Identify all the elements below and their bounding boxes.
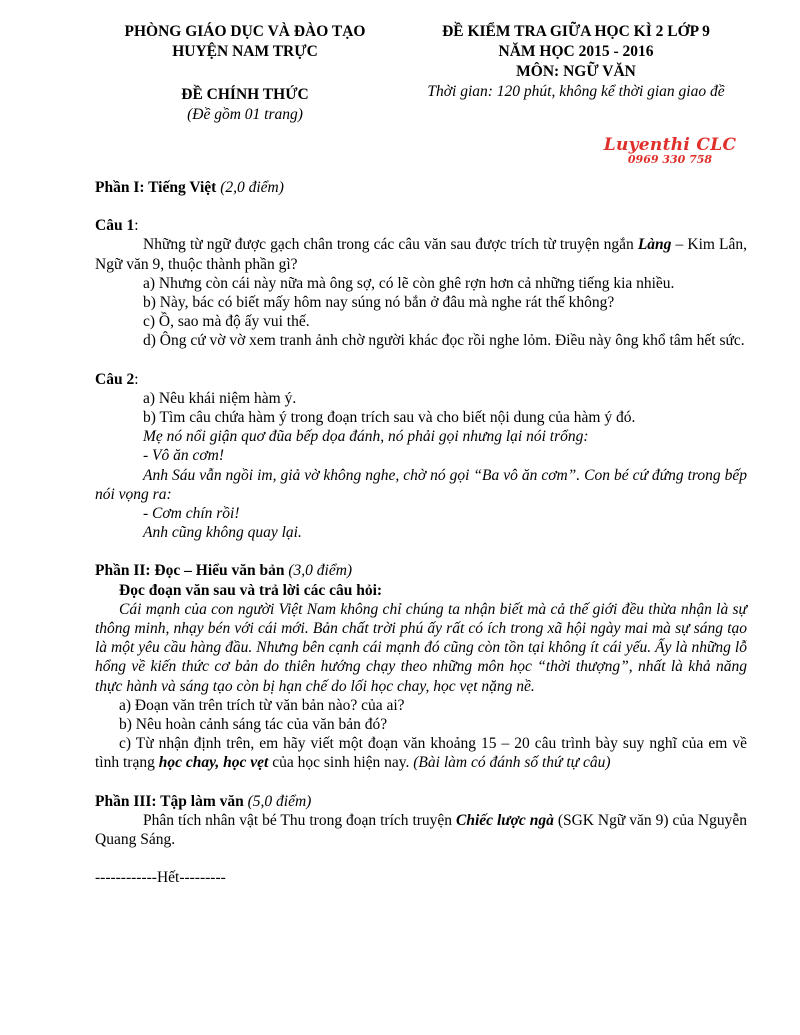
part2-item-a: a) Đoạn văn trên trích từ văn bản nào? của ai?: [119, 696, 405, 714]
q1-story-title: Làng: [637, 236, 672, 254]
q2-excerpt-line4: - Cơm chín rồi!: [143, 505, 240, 523]
q1-intro-text: Những từ ngữ được gạch chân trong các câu văn sau được trích từ truyện ngắn: [143, 236, 638, 254]
part2-item-c: [95, 734, 747, 772]
q1-intro: [95, 235, 747, 273]
part1-title: Phần I: Tiếng Việt: [95, 179, 221, 196]
q1-label: Câu 1: [95, 217, 135, 235]
part2-item-c-text: c) Từ nhận định trên, em hãy viết một đoạn văn khoảng 15 – 20 câu trình bày suy nghĩ của em về tình trạng: [95, 735, 747, 772]
department-name: PHÒNG GIÁO DỤC VÀ ĐÀO TẠO: [124, 23, 366, 40]
part3-story-title: Chiếc lược ngà: [456, 811, 554, 829]
q1-intro-text-2: – Kim Lân, Ngữ văn 9, thuộc thành phần gì?: [95, 236, 748, 273]
watermark-stamp: [590, 136, 750, 166]
part2-item-c-text-2: của học sinh hiện nay.: [268, 754, 414, 772]
part2-title: Phần II: Đọc – Hiểu văn bản: [95, 562, 289, 580]
part2-instruction: Đọc đoạn văn sau và trả lời các câu hỏi:: [119, 581, 383, 599]
subject-name: MÔN: NGỮ VĂN: [516, 63, 636, 80]
part3-points: (5,0 điểm): [247, 792, 312, 810]
q1-colon: :: [134, 217, 139, 235]
q2-excerpt-line3: Anh Sáu vẫn ngồi im, giả vờ không nghe, chờ nó gọi “Ba vô ăn cơm”. Con bé cứ đứng trong bếp nói vọng ra:: [95, 466, 747, 503]
part3-task-text-3: ) của Nguyễn Quang Sáng.: [95, 811, 747, 849]
part1-points: (2,0 điểm): [220, 179, 284, 196]
part2-heading: [95, 561, 747, 580]
district-name: HUYỆN NAM TRỰC: [172, 43, 318, 60]
q2-item-a: a) Nêu khái niệm hàm ý.: [143, 389, 297, 407]
part2-item-b: b) Nêu hoàn cảnh sáng tác của văn bản đó?: [119, 716, 388, 734]
part1-heading: [95, 178, 747, 197]
q2-label: Câu 2: [95, 370, 135, 388]
school-year: NĂM HỌC 2015 - 2016: [498, 43, 654, 60]
q2-excerpt-line2: - Vô ăn cơm!: [143, 447, 225, 465]
part2-points: (3,0 điểm): [288, 562, 353, 580]
page-count-note: (Đề gồm 01 trang): [187, 106, 303, 123]
stamp-brand: Luyenthi CLC: [603, 135, 737, 155]
q1-item-a: a) Nhưng còn cái này nữa mà ông sợ, có lẽ còn ghê rợn hơn cả những tiếng kia nhiều.: [143, 274, 675, 292]
part3-title: Phần III: Tập làm văn: [95, 792, 248, 810]
part3-task-text: Phân tích nhân vật bé Thu trong đoạn trích truyện: [143, 811, 457, 829]
q1-item-b: b) Này, bác có biết mấy hôm nay súng nó bắn ở đâu mà nghe rát thế không?: [143, 294, 615, 312]
q2-excerpt-line5: Anh cũng không quay lại.: [143, 524, 302, 542]
part2-item-c-emphasis: học chay, học vẹt: [158, 754, 269, 772]
q2-heading: [95, 370, 747, 389]
q2-colon: :: [134, 370, 139, 388]
end-mark: ------------Hết---------: [95, 869, 226, 887]
part3-heading: [95, 792, 747, 811]
q2-excerpt-line1: Mẹ nó nổi giận quơ đũa bếp dọa đánh, nó phải gọi nhưng lại nói trổng:: [143, 428, 589, 446]
time-limit: Thời gian: 120 phút, không kể thời gian giao đề: [427, 83, 725, 100]
part3-task: [95, 811, 747, 849]
exam-title: ĐỀ KIỂM TRA GIỮA HỌC KÌ 2 LỚP 9: [442, 23, 710, 40]
school-block: [95, 22, 395, 125]
q1-item-c: c) Ồ, sao mà độ ấy vui thế.: [143, 313, 310, 331]
stamp-phone: 0969 330 758: [627, 153, 713, 166]
official-label: ĐỀ CHÍNH THỨC: [181, 86, 309, 103]
q1-item-d: d) Ông cứ vờ vờ xem tranh ảnh chờ người khác đọc rồi nghe lỏm. Điều này ông khổ tâm hết sức.: [143, 332, 745, 350]
part3-task-text-2: (SGK Ngữ văn 9: [553, 811, 664, 829]
exam-info-block: [392, 22, 760, 102]
part2-passage: Cái mạnh của con người Việt Nam không chỉ chúng ta nhận biết mà cả thế giới đều thừa nhận là sự thông minh, nhạy bén với cái mới. Bản chất trời phú ấy rất có ích trong xã hội ngày mai mà sự sáng tạo là một yêu cầu hàng đầu. Nhưng bên cạnh cái mạnh đó cũng còn tồn tại không ít cái yếu. Ấy là những lỗ hổng về kiến thức cơ bản do thiên hướng chạy theo những môn học “thời thượng”, nhất là khả năng thực hành và sáng tạo còn bị hạn chế do lối học chay, học vẹt nặng nề.: [95, 600, 747, 695]
part2-item-c-note: (Bài làm có đánh số thứ tự câu): [413, 754, 611, 772]
q2-item-b: b) Tìm câu chứa hàm ý trong đoạn trích sau và cho biết nội dung của hàm ý đó.: [143, 409, 636, 427]
exam-body: [95, 178, 747, 888]
q1-heading: [95, 216, 747, 235]
